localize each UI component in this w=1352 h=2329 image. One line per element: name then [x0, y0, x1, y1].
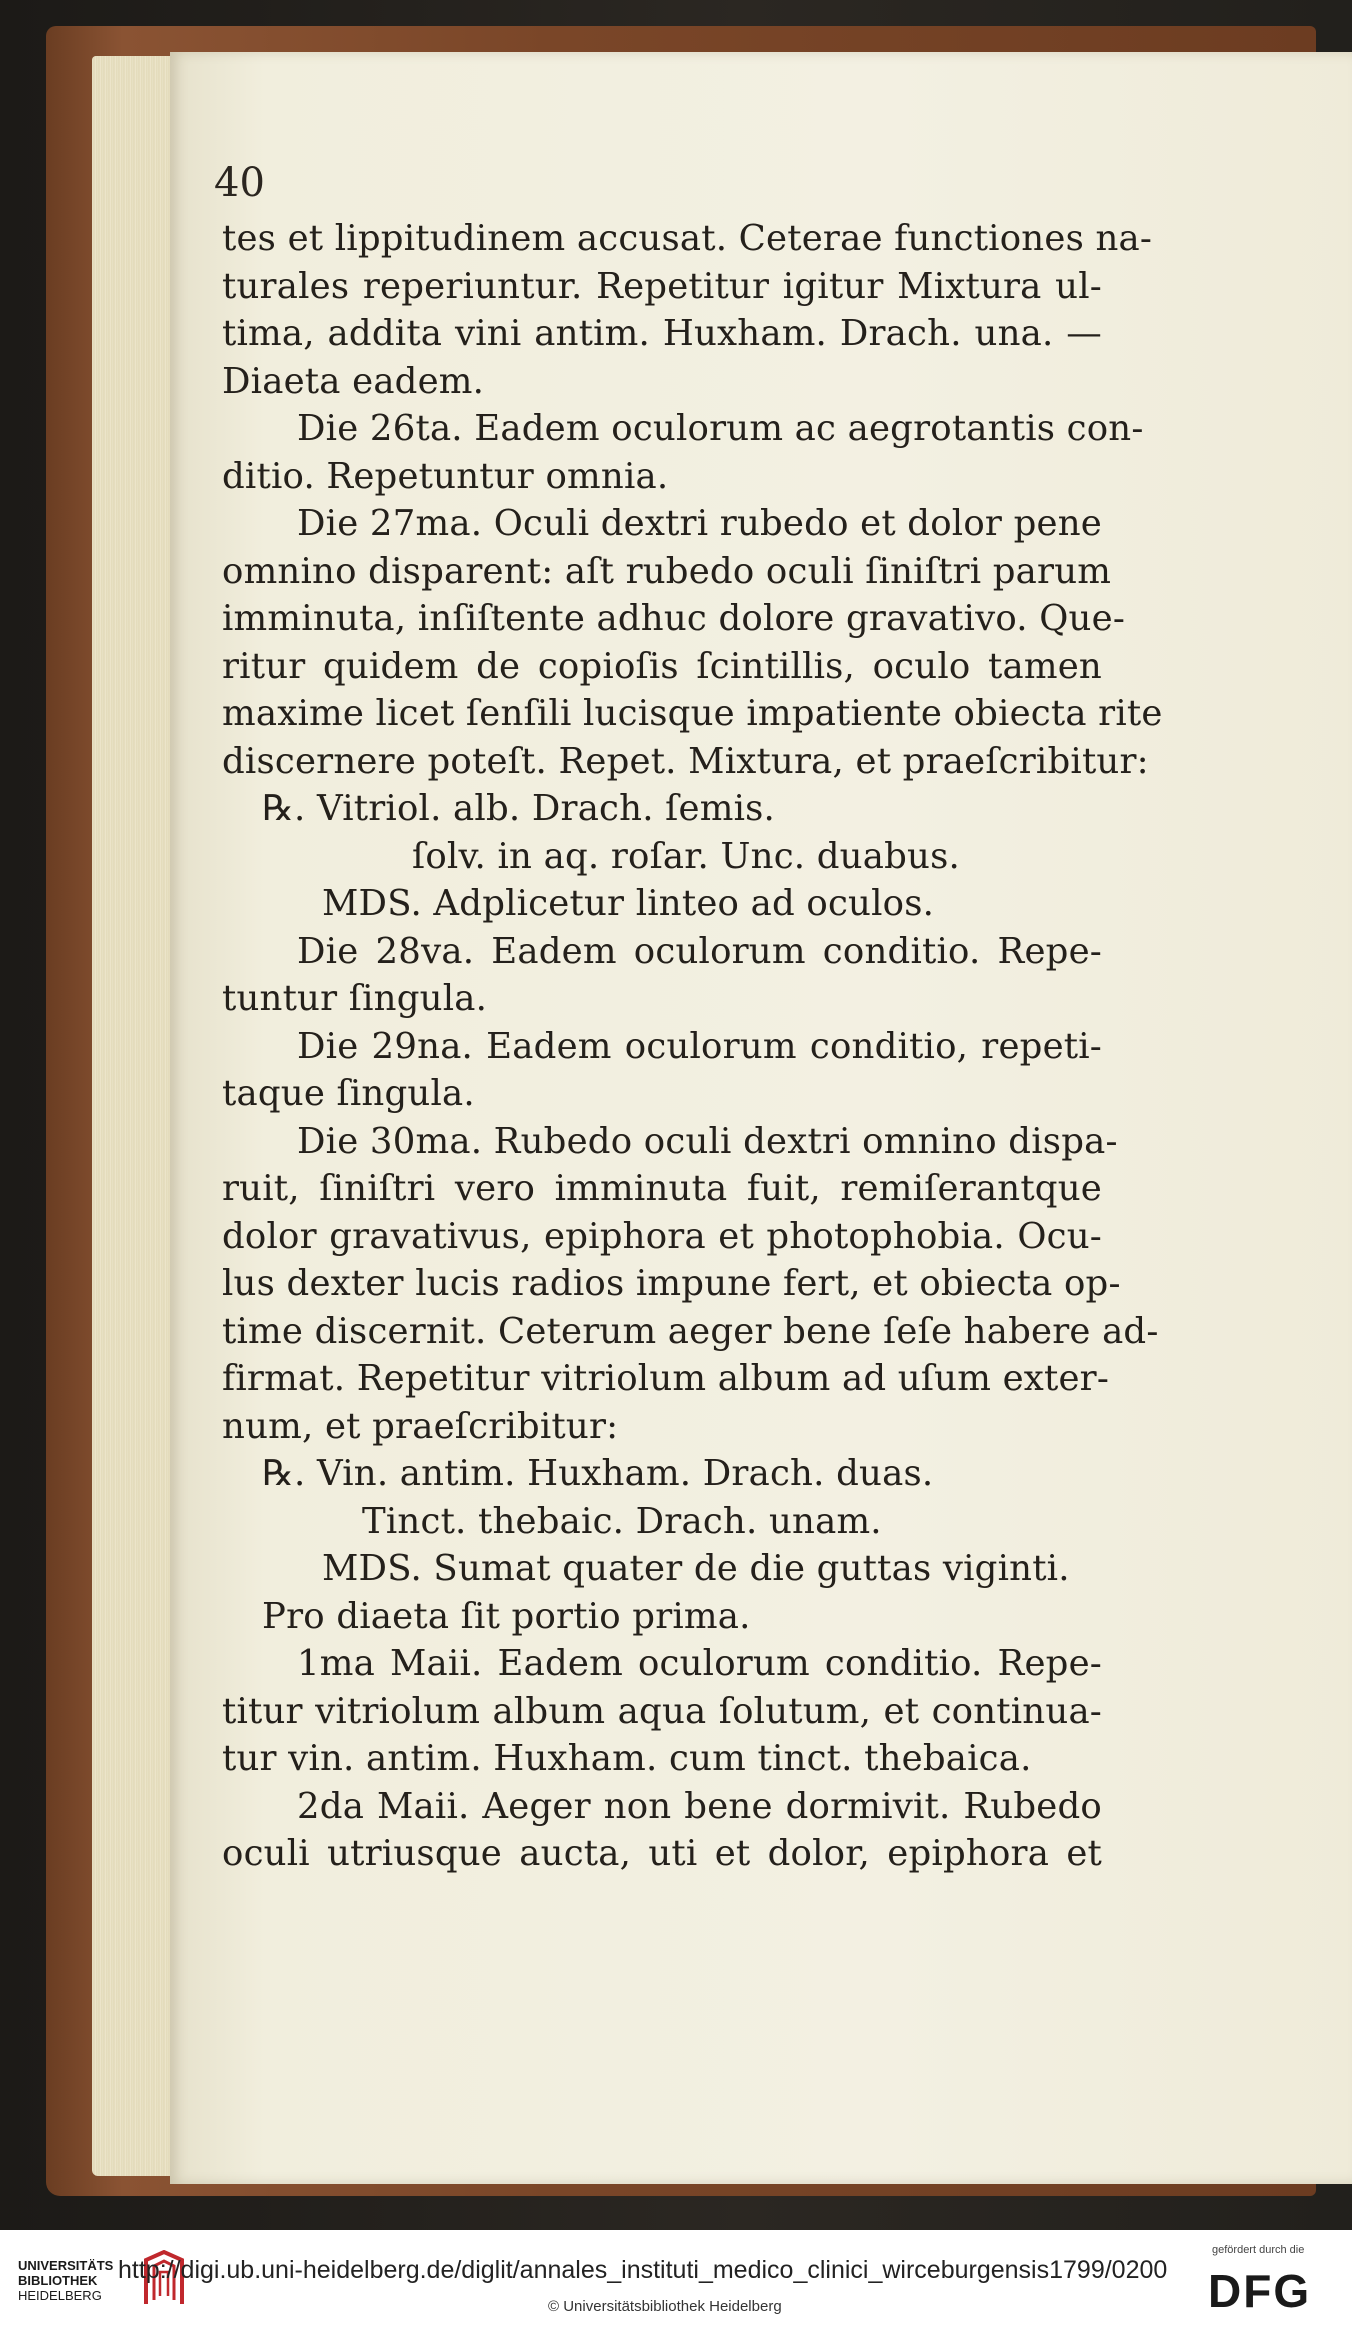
text-line: tuntur ſingula. — [222, 978, 488, 1019]
text-line: tur vin. antim. Huxham. cum tinct. thebaica. — [222, 1738, 1032, 1779]
library-logo-line: BIBLIOTHEK — [18, 2273, 98, 2288]
library-logo[interactable] — [18, 2258, 113, 2303]
text-line: ℞. Vin. antim. Huxham. Drach. duas. — [262, 1453, 934, 1494]
text-line: Die 27ma. Oculi dextri rubedo et dolor pene — [297, 503, 1102, 544]
text-line: MDS. Adplicetur linteo ad oculos. — [322, 883, 935, 924]
page-text — [222, 215, 1163, 1878]
text-line: MDS. Sumat quater de die guttas viginti. — [322, 1548, 1070, 1589]
text-line: num, et praeſcribitur: — [222, 1405, 619, 1447]
text-line: titur vitriolum album aqua ſolutum, et continua- — [222, 1690, 1102, 1732]
text-line: imminuta, inſiſtente adhuc dolore gravativo. Que- — [222, 598, 1126, 639]
text-line: taque ſingula. — [222, 1073, 475, 1114]
text-line: ℞. Vitriol. alb. Drach. ſemis. — [262, 788, 776, 829]
text-line: ruit, ſiniſtri vero imminuta fuit, remiſerantque — [222, 1168, 1102, 1209]
text-line: Tinct. thebaic. Drach. unam. — [362, 1500, 882, 1542]
source-url-link[interactable]: http://digi.ub.uni-heidelberg.de/diglit/annales_instituti_medico_clinici_wirceburgensis1799/0200 — [118, 2256, 1168, 2284]
page-edges — [92, 56, 182, 2176]
library-logo-line: HEIDELBERG — [18, 2288, 102, 2303]
text-line: firmat. Repetitur vitriolum album ad uſum exter- — [222, 1358, 1110, 1399]
text-line: omnino disparent: aſt rubedo oculi ſiniſtri parum — [222, 550, 1112, 592]
text-line: 1ma Maii. Eadem oculorum conditio. Repe- — [297, 1643, 1102, 1684]
text-line: tes et lippitudinem accusat. Ceterae functiones na- — [222, 218, 1153, 259]
text-line: 2da Maii. Aeger non bene dormivit. Rubedo — [297, 1785, 1102, 1827]
library-logo-line: UNIVERSITÄTS — [18, 2258, 114, 2273]
text-line: lus dexter lucis radios impune fert, et obiecta op- — [222, 1263, 1121, 1304]
text-line: Die 26ta. Eadem oculorum ac aegrotantis con- — [297, 408, 1144, 449]
text-line: turales reperiuntur. Repetitur igitur Mixtura ul- — [222, 265, 1102, 307]
copyright-notice: © Universitätsbibliothek Heidelberg — [548, 2298, 782, 2315]
dfg-logo[interactable]: DFG — [1208, 2265, 1312, 2317]
footer-bar — [0, 2230, 1352, 2329]
text-line: Die 30ma. Rubedo oculi dextri omnino dispa- — [297, 1120, 1118, 1162]
dfg-caption: gefördert durch die — [1212, 2244, 1305, 2256]
text-line: discernere poteſt. Repet. Mixtura, et praeſcribitur: — [222, 740, 1149, 782]
text-line: oculi utriusque aucta, uti et dolor, epiphora et — [222, 1833, 1102, 1874]
text-line: ritur quidem de copioſis ſcintillis, oculo tamen — [222, 645, 1102, 687]
text-line: time discernit. Ceterum aeger bene ſeſe habere ad- — [222, 1310, 1159, 1352]
text-line: ſolv. in aq. roſar. Unc. duabus. — [412, 835, 961, 877]
text-line: Die 29na. Eadem oculorum conditio, repeti- — [297, 1025, 1102, 1067]
text-line: maxime licet ſenſili lucisque impatiente obiecta rite — [222, 693, 1163, 734]
text-line: ditio. Repetuntur omnia. — [222, 455, 669, 497]
page-number: 40 — [214, 160, 265, 206]
text-line: dolor gravativus, epiphora et photophobia. Ocu- — [222, 1215, 1102, 1257]
text-line: Diaeta eadem. — [222, 360, 485, 402]
text-line: tima, addita vini antim. Huxham. Drach. una. — — [222, 313, 1102, 354]
text-line: Die 28va. Eadem oculorum conditio. Repe- — [297, 930, 1102, 972]
text-line: Pro diaeta ſit portio prima. — [262, 1595, 751, 1637]
